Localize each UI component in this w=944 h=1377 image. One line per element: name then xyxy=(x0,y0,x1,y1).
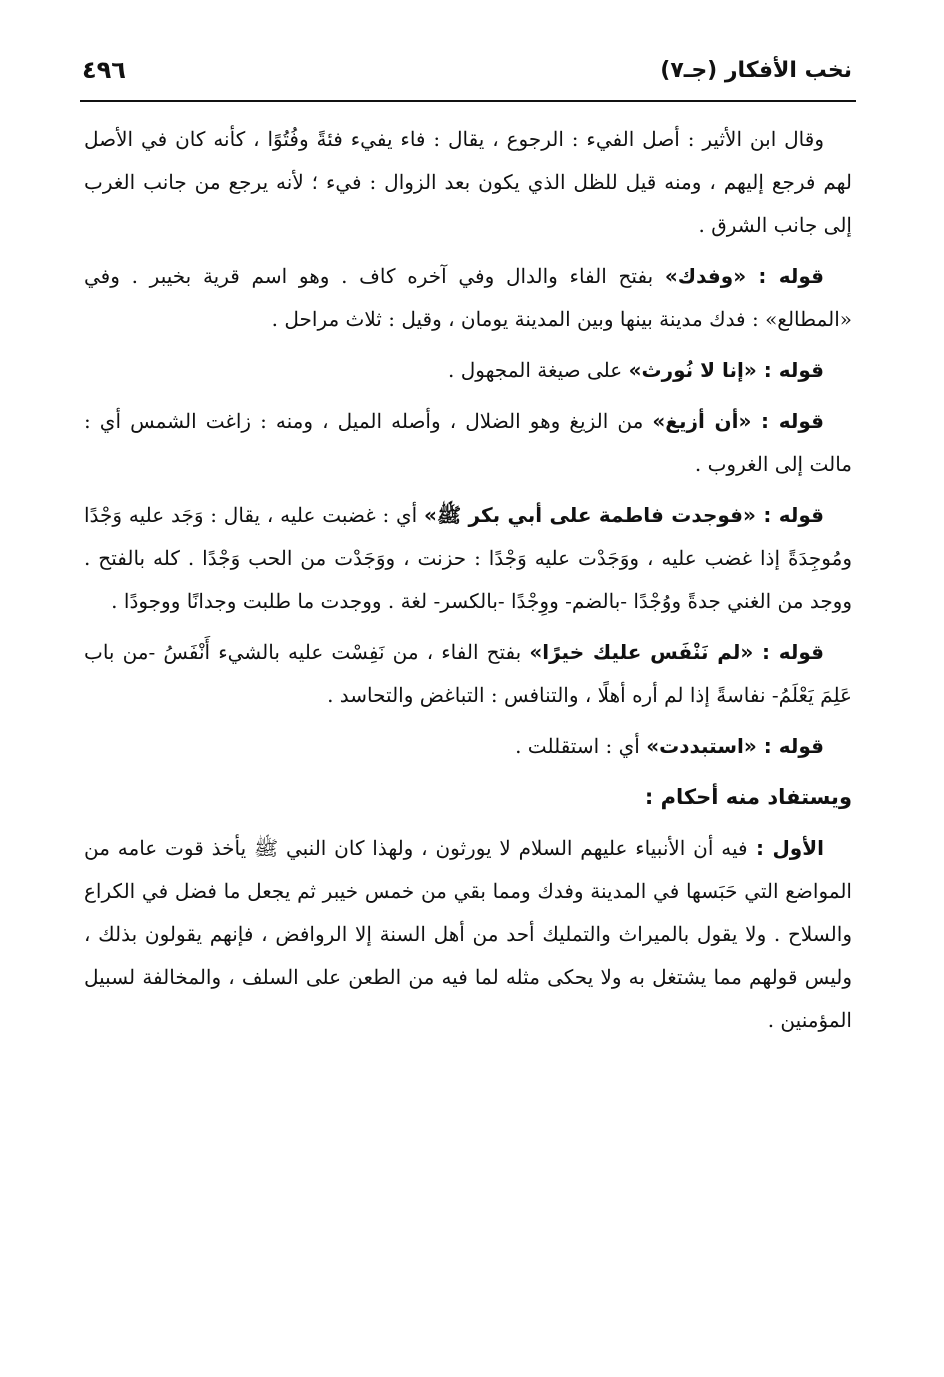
paragraph-azigh xyxy=(84,400,852,486)
paragraph-lead: قوله : xyxy=(755,503,824,527)
page-body xyxy=(84,118,852,1050)
paragraph-text: بفتح الفاء ، من نَفِسْت عليه بالشيء أَنْفَسُ -من باب عَلِمَ يَعْلَمُ- نفاسةً إذا لم أره أهلًا ، والتنافس : التباغض والتحاسد . xyxy=(84,640,852,707)
paragraph-fadak xyxy=(84,255,852,341)
section-heading-text: ويستفاد منه أحكام : xyxy=(644,785,852,809)
paragraph-istabdadt xyxy=(84,725,852,768)
header-divider xyxy=(80,100,856,102)
quoted-term: «وفدك» xyxy=(664,264,747,288)
page-number: ٤٩٦ xyxy=(82,56,126,84)
running-header xyxy=(82,50,852,90)
paragraph-text: من الزيغ وهو الضلال ، وأصله الميل ، ومنه : زاغت الشمس أي : مالت إلى الغروب . xyxy=(84,409,852,476)
section-heading xyxy=(84,776,852,819)
paragraph-lead: قوله : xyxy=(751,409,824,433)
paragraph-text: بفتح الفاء والدال وفي آخره كاف . وهو اسم قرية بخيبر . وفي «المطالع» : فدك مدينة بينها وبين المدينة يومان ، وقيل : ثلاث مراحل . xyxy=(84,264,852,331)
paragraph-first-ruling xyxy=(84,827,852,1042)
quoted-term: «إنا لا نُورث» xyxy=(628,358,757,382)
paragraph-lead: قوله : xyxy=(753,640,825,664)
paragraph-text: على صيغة المجهول . xyxy=(447,358,629,382)
quoted-term: «فوجدت فاطمة على أبي بكر ﷺ» xyxy=(424,503,756,527)
paragraph-lead: قوله : xyxy=(756,734,824,758)
quoted-term: «أن أزيغ» xyxy=(652,409,752,433)
paragraph-nanfas xyxy=(84,631,852,717)
quoted-term: «استبددت» xyxy=(646,734,757,758)
paragraph-la-nurath xyxy=(84,349,852,392)
book-title: نخب الأفكار (جـ٧) xyxy=(660,57,852,83)
paragraph-lead: الأول : xyxy=(747,836,824,860)
paragraph-lead: قوله : xyxy=(756,358,824,382)
paragraph-text: وقال ابن الأثير : أصل الفيء : الرجوع ، يقال : فاء يفيء فئةً وفُتُوًا ، كأنه كان في الأصل لهم فرجع إليهم ، ومنه قيل للظل الذي يكون بعد الزوال : فيء ؛ لأنه يرجع من جانب الغرب إلى جانب الشرق . xyxy=(84,127,852,237)
paragraph-text: فيه أن الأنبياء عليهم السلام لا يورثون ، ولهذا كان النبي ﷺ يأخذ قوت عامه من المواضع التي حَبَسها في المدينة وفدك ومما بقي من خمس خيبر ثم يجعل ما فضل في الكراع والسلاح . ولا يقول بالميراث والتمليك أحد من أهل السنة إلا الروافض ، فإنهم يقولون بذلك ، وليس قولهم مما يشتغل به ولا يحكى مثله لما فيه من الطعن على السلف ، والمخالفة لسبيل المؤمنين . xyxy=(84,836,852,1032)
paragraph-ibn-athir xyxy=(84,118,852,247)
paragraph-text: أي : غضبت عليه ، يقال : وَجَد عليه وَجْدًا ومُوجِدَةً إذا غضب عليه ، ووَجَدْت عليه وَجْدًا : حزنت ، ووَجَدْت من الحب وَجْدًا . كله بالفتح . ووجد من الغني جدةً ووُجْدًا -بالضم- ووِجْدًا -بالكسر- لغة . ووجدت ما طلبت وجدانًا ووجودًا . xyxy=(84,503,852,613)
paragraph-wajadat xyxy=(84,494,852,623)
paragraph-lead: قوله : xyxy=(746,264,825,288)
paragraph-text: أي : استقللت . xyxy=(515,734,647,758)
quoted-term: «لم نَنْفَس عليك خيرًا» xyxy=(529,640,754,664)
